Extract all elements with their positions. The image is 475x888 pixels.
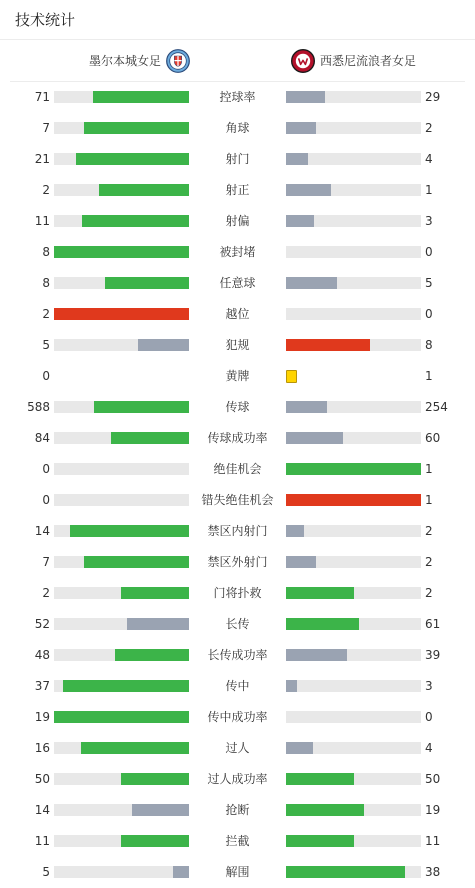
home-team-name: 墨尔本城女足 (88, 54, 161, 68)
home-bar-track (54, 711, 189, 723)
stat-row (0, 547, 475, 578)
home-bar-track (54, 308, 189, 320)
home-bar-track (54, 463, 189, 475)
away-bar-fill (286, 339, 370, 351)
away-bar-fill (286, 618, 359, 630)
home-bar-fill (138, 339, 189, 351)
away-bar-fill (286, 215, 314, 227)
home-bar-track (54, 649, 189, 661)
home-value: 52 (34, 617, 50, 631)
away-value: 254 (425, 400, 448, 414)
away-bar-track (286, 494, 421, 506)
away-value: 2 (425, 524, 433, 538)
home-bar-fill (54, 711, 189, 723)
home-bar-track (54, 866, 189, 878)
away-bar-fill (286, 866, 405, 878)
away-bar-track (286, 277, 421, 289)
away-bar-track (286, 556, 421, 568)
home-bar-track (54, 494, 189, 506)
stat-row (0, 795, 475, 826)
stat-row (0, 609, 475, 640)
stat-row (0, 144, 475, 175)
stat-label: 任意球 (219, 276, 256, 290)
home-bar-track (54, 773, 189, 785)
home-value: 0 (42, 462, 50, 476)
away-bar-fill (286, 153, 308, 165)
away-value: 2 (425, 121, 433, 135)
home-bar-fill (93, 91, 189, 103)
home-value: 14 (34, 803, 50, 817)
stat-label: 门将扑救 (213, 586, 262, 600)
away-value: 0 (425, 710, 433, 724)
stat-row (0, 578, 475, 609)
home-bar-track (54, 804, 189, 816)
away-value: 0 (425, 307, 433, 321)
away-bar-track (286, 339, 421, 351)
home-bar-fill (105, 277, 189, 289)
stat-label: 抢断 (225, 803, 250, 817)
stat-row (0, 454, 475, 485)
away-value: 61 (425, 617, 441, 631)
home-bar-fill (127, 618, 189, 630)
stat-row (0, 423, 475, 454)
home-value: 2 (42, 586, 50, 600)
stat-label: 射正 (225, 183, 250, 197)
home-value: 37 (34, 679, 50, 693)
away-bar-fill (286, 277, 337, 289)
stat-row (0, 175, 475, 206)
stat-label: 被封堵 (219, 245, 256, 259)
melbourne-city-logo-icon (166, 49, 190, 73)
away-bar-fill (286, 742, 313, 754)
home-value: 0 (42, 369, 50, 383)
home-bar-fill (84, 122, 189, 134)
stat-label: 传球成功率 (207, 431, 268, 445)
home-bar-track (54, 587, 189, 599)
stat-label: 传中成功率 (207, 710, 268, 724)
away-bar-fill (286, 184, 331, 196)
home-bar-fill (84, 556, 189, 568)
away-bar-fill (286, 463, 421, 475)
away-value: 1 (425, 493, 433, 507)
home-bar-track (54, 556, 189, 568)
away-bar-track (286, 184, 421, 196)
home-bar-fill (99, 184, 189, 196)
home-bar-fill (81, 742, 189, 754)
stats-header (0, 0, 475, 40)
home-bar-track (54, 680, 189, 692)
home-bar-track (54, 122, 189, 134)
away-bar-fill (286, 556, 316, 568)
away-bar-fill (286, 773, 354, 785)
away-value: 4 (425, 741, 433, 755)
home-bar-fill (82, 215, 189, 227)
stat-row (0, 485, 475, 516)
away-bar-fill (286, 122, 316, 134)
home-bar-fill (121, 835, 189, 847)
stat-label: 传中 (225, 679, 250, 693)
home-bar-fill (121, 587, 189, 599)
stat-row (0, 702, 475, 733)
home-value: 19 (34, 710, 50, 724)
home-value: 7 (42, 555, 50, 569)
home-bar-fill (121, 773, 189, 785)
home-bar-track (54, 246, 189, 258)
away-bar-fill (286, 525, 304, 537)
away-value: 39 (425, 648, 441, 662)
home-bar-track (54, 618, 189, 630)
stat-row (0, 82, 475, 113)
home-value: 7 (42, 121, 50, 135)
away-value: 1 (425, 369, 433, 383)
away-bar-track (286, 835, 421, 847)
home-value: 11 (34, 214, 50, 228)
home-bar-fill (54, 246, 189, 258)
home-bar-track (54, 401, 189, 413)
away-bar-track (286, 742, 421, 754)
away-value: 29 (425, 90, 441, 104)
away-bar-track (286, 463, 421, 475)
stat-row (0, 671, 475, 702)
away-value: 2 (425, 586, 433, 600)
home-bar-fill (76, 153, 189, 165)
stat-label: 过人成功率 (207, 772, 268, 786)
home-bar-track (54, 153, 189, 165)
home-value: 2 (42, 307, 50, 321)
away-bar-track (286, 153, 421, 165)
away-bar-fill (286, 835, 354, 847)
home-bar-track (54, 742, 189, 754)
home-value: 5 (42, 338, 50, 352)
away-value: 3 (425, 214, 433, 228)
stat-label: 解围 (225, 865, 250, 879)
home-value: 71 (34, 90, 50, 104)
home-bar-fill (63, 680, 189, 692)
stat-label: 传球 (225, 400, 250, 414)
away-value: 3 (425, 679, 433, 693)
home-bar-track (54, 215, 189, 227)
away-value: 38 (425, 865, 441, 879)
stat-label: 错失绝佳机会 (201, 493, 274, 507)
away-bar-track (286, 680, 421, 692)
home-bar-fill (54, 308, 189, 320)
away-bar-fill (286, 401, 327, 413)
stat-row (0, 206, 475, 237)
stat-label: 射偏 (225, 214, 250, 228)
home-bar-track (54, 525, 189, 537)
stat-row (0, 361, 475, 392)
away-value: 8 (425, 338, 433, 352)
stat-label: 黄牌 (225, 369, 250, 383)
home-bar-fill (173, 866, 189, 878)
home-value: 5 (42, 865, 50, 879)
away-bar-track (286, 711, 421, 723)
stat-label: 犯规 (225, 338, 250, 352)
away-value: 50 (425, 772, 441, 786)
stat-label: 控球率 (219, 90, 256, 104)
stat-label: 长传成功率 (207, 648, 268, 662)
home-value: 2 (42, 183, 50, 197)
stat-row (0, 764, 475, 795)
away-bar-fill (286, 432, 343, 444)
away-bar-track (286, 618, 421, 630)
home-bar-fill (132, 804, 189, 816)
away-bar-track (286, 773, 421, 785)
stat-row (0, 640, 475, 671)
away-bar-track (286, 525, 421, 537)
stat-row (0, 826, 475, 857)
away-bar-fill (286, 649, 347, 661)
western-sydney-wanderers-logo-icon (291, 49, 315, 73)
stat-row (0, 857, 475, 888)
home-value: 0 (42, 493, 50, 507)
home-bar-track (54, 91, 189, 103)
away-team[interactable] (291, 40, 416, 81)
away-bar-fill (286, 494, 421, 506)
away-bar-track (286, 215, 421, 227)
away-value: 2 (425, 555, 433, 569)
stat-row (0, 299, 475, 330)
stat-label: 绝佳机会 (213, 462, 262, 476)
away-value: 0 (425, 245, 433, 259)
stat-label: 禁区外射门 (207, 555, 268, 569)
stat-row (0, 733, 475, 764)
stat-row (0, 113, 475, 144)
home-value: 588 (27, 400, 50, 414)
away-bar-track (286, 308, 421, 320)
away-value: 1 (425, 183, 433, 197)
away-bar-fill (286, 91, 325, 103)
home-bar-track (54, 184, 189, 196)
stat-row (0, 516, 475, 547)
home-value: 84 (34, 431, 50, 445)
away-value: 5 (425, 276, 433, 290)
home-value: 48 (34, 648, 50, 662)
stat-label: 拦截 (225, 834, 250, 848)
page-title: 技术统计 (15, 11, 76, 29)
away-bar-track (286, 432, 421, 444)
stat-row (0, 268, 475, 299)
home-bar-fill (94, 401, 189, 413)
stat-label: 越位 (225, 307, 250, 321)
yellow-card-icon (286, 370, 297, 383)
away-value: 60 (425, 431, 441, 445)
away-value: 1 (425, 462, 433, 476)
away-value: 19 (425, 803, 441, 817)
stat-label: 射门 (225, 152, 250, 166)
stats-list (0, 82, 475, 888)
teams-bar (10, 40, 465, 82)
home-value: 50 (34, 772, 50, 786)
home-bar-track (54, 277, 189, 289)
away-bar-track (286, 246, 421, 258)
away-bar-track (286, 587, 421, 599)
home-value: 11 (34, 834, 50, 848)
away-bar-fill (286, 587, 354, 599)
home-value: 14 (34, 524, 50, 538)
home-bar-track (54, 432, 189, 444)
stat-label: 过人 (225, 741, 250, 755)
stat-label: 禁区内射门 (207, 524, 268, 538)
away-bar-track (286, 804, 421, 816)
stat-row (0, 237, 475, 268)
away-bar-fill (286, 804, 364, 816)
stat-label: 角球 (225, 121, 250, 135)
stat-row (0, 392, 475, 423)
home-bar-track (54, 339, 189, 351)
home-team[interactable] (89, 40, 190, 81)
away-bar-track (286, 649, 421, 661)
home-value: 21 (34, 152, 50, 166)
away-bar-track (286, 91, 421, 103)
away-team-name: 西悉尼流浪者女足 (320, 54, 417, 68)
home-value: 16 (34, 741, 50, 755)
home-bar-fill (115, 649, 189, 661)
home-bar-fill (70, 525, 189, 537)
home-bar-fill (111, 432, 189, 444)
away-bar-track (286, 866, 421, 878)
away-value: 11 (425, 834, 441, 848)
away-value: 4 (425, 152, 433, 166)
home-bar-track (54, 835, 189, 847)
stat-row (0, 330, 475, 361)
away-bar-track (286, 401, 421, 413)
away-bar-track (286, 122, 421, 134)
stat-label: 长传 (225, 617, 250, 631)
away-bar-fill (286, 680, 297, 692)
home-value: 8 (42, 245, 50, 259)
home-value: 8 (42, 276, 50, 290)
